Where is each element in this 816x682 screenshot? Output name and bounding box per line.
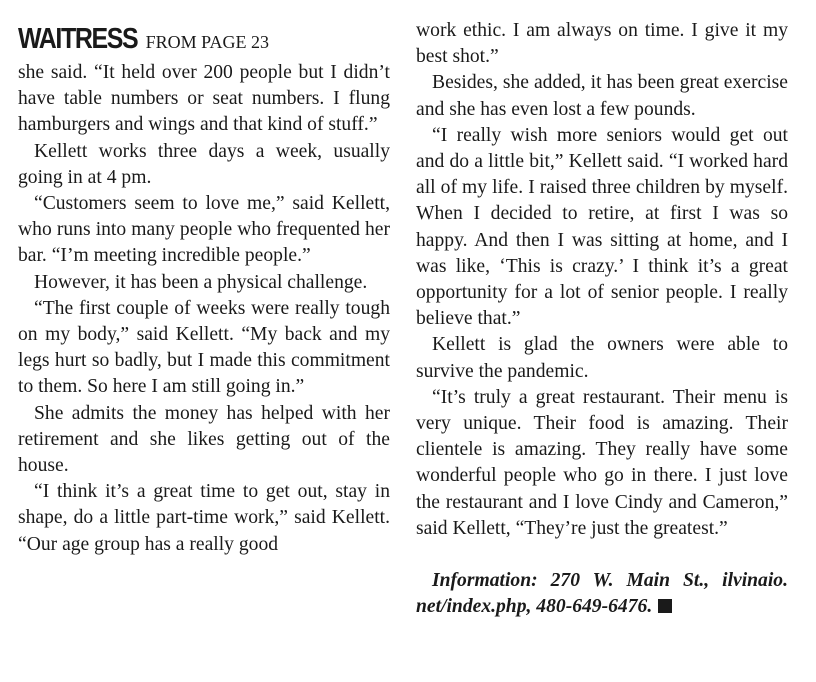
jump-headline (18, 20, 390, 58)
paragraph: she said. “It held over 200 people but I didn’t have table numbers or seat numbers. I flung hamburgers and wings and that kind of stuff.” (18, 62, 390, 136)
paragraph: “The first couple of weeks were really tough on my body,” said Kellett. “My back and my legs hurt so badly, but I made this commitment to them. So here I am still going in.” (18, 297, 390, 398)
paragraph: Kellett is glad the owners were able to survive the pandemic. (416, 334, 788, 382)
paragraph: “I really wish more seniors would get out and do a little bit,” Kellett said. “I worked hard all of my life. I raised three children by myself. When I decided to retire, at first I was so happy. And then I was sitting at home, and I was like, ‘This is crazy.’ I think it’s a great opportunity for a lot of senior people. I really believe that.” (416, 124, 788, 330)
info-text: Information: 270 W. Main St., ilvinaio.​net/index.php, 480-649-6476. (416, 570, 788, 618)
jump-title: WAITRESS (18, 23, 138, 55)
right-column (416, 18, 788, 620)
info-line (416, 568, 788, 620)
paragraph: “I think it’s a great time to get out, stay in shape, do a little part-time work,” said Kellett. “Our age group has a really good (18, 481, 390, 555)
end-mark-icon (658, 599, 672, 613)
paragraph: She admits the money has helped with her retirement and she likes getting out of the house. (18, 402, 390, 477)
jump-subtitle: FROM PAGE 23 (145, 32, 269, 52)
paragraph: “It’s truly a great restaurant. Their menu is very unique. Their food is amazing. Their clientele is amazing. They really have some wonderful people who go in there. I just love the restaurant and I love Cindy and Cameron,” said Kellett, “They’re just the greatest.” (416, 386, 788, 539)
paragraph: Kellett works three days a week, usually going in at 4 pm. (18, 140, 390, 188)
paragraph: “Customers seem to love me,” said Kellett, who runs into many people who frequented her bar. “I’m meeting incredible people.” (18, 193, 390, 267)
paragraph: Besides, she added, it has been great exercise and she has even lost a few pounds. (416, 72, 788, 120)
paragraph: work ethic. I am always on time. I give it my best shot.” (416, 20, 788, 68)
paragraph: However, it has been a physical challenge. (34, 271, 368, 293)
left-column (18, 18, 390, 558)
